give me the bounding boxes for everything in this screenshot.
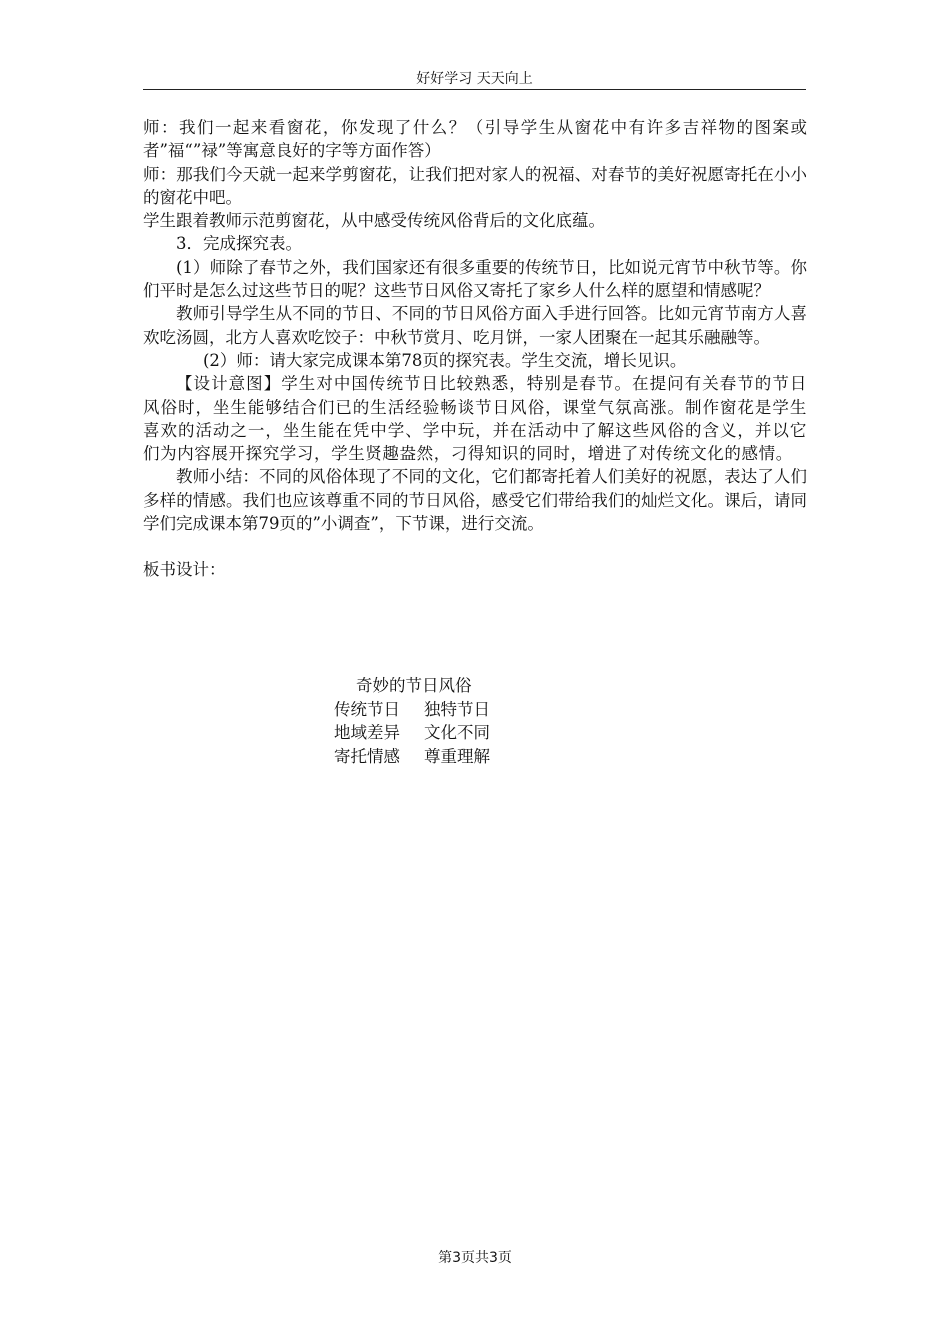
board-row-right: 尊重理解: [424, 746, 490, 766]
section-heading-complete-table: 3．完成探究表。: [176, 234, 302, 254]
paragraph-teacher-summary: 教师小结：不同的风俗体现了不同的文化，它们都寄托着人们美好的祝愿，表达了人们多样的情感。我们也应该尊重不同的节日风俗，感受它们带给我们的灿烂文化。课后，请同学们完成课本第79页的”小调查”，下节课，进行交流。: [143, 467, 807, 534]
board-title: 奇妙的节日风俗: [356, 676, 472, 695]
board-row: [334, 745, 490, 769]
board-row-left: 寄托情感: [334, 746, 400, 766]
paragraph-teacher-window-flower: 师：我们一起来看窗花，你发现了什么？（引导学生从窗花中有许多吉祥物的图案或者”福“”禄”等寓意良好的字等方面作答）: [143, 118, 807, 161]
paragraph-teacher-cut-window: 师：那我们今天就一起来学剪窗花，让我们把对家人的祝福、对春节的美好祝愿寄托在小小的窗花中吧。: [143, 164, 807, 207]
board-design-label: 板书设计：: [143, 560, 226, 580]
paragraph-item-1: (1）师除了春节之外，我们国家还有很多重要的传统节日，比如说元宵节中秋节等。你们平时是怎么过这些节日的呢？这些节日风俗又寄托了家乡人什么样的愿望和情感呢？: [143, 257, 807, 301]
document-body: [143, 116, 807, 582]
paragraph-design-intent: 【设计意图】学生对中国传统节日比较熟悉，特别是春节。在提问有关春节的节日风俗时，坐生能够结合们已的生活经验畅谈节日风俗，课堂气氛高涨。制作窗花是学生喜欢的活动之一，坐生能在凭中学、学中玩，并在活动中了解这些风俗的含义，并以它们为内容展开探究学习，学生贤趣盎然，刁得知识的同时，增进了对传统文化的感情。: [143, 374, 807, 464]
board-row: [334, 698, 490, 722]
paragraph-student-cut: 学生跟着教师示范剪窗花，从中感受传统风俗背后的文化底蕴。: [143, 211, 605, 231]
paragraph-item-2: (2）师：请大家完成课本第78页的探究表。学生交流，增长见识。: [203, 350, 687, 370]
header-divider: [143, 89, 806, 90]
board-design: [334, 674, 490, 768]
board-row-left: 传统节日: [334, 699, 400, 719]
board-row: [334, 721, 490, 745]
board-row-right: 文化不同: [424, 723, 490, 742]
board-row-right: 独特节日: [424, 699, 490, 719]
page-footer: 第3页共3页: [438, 1250, 512, 1266]
blank-line: [143, 535, 807, 558]
paragraph-teacher-guide: 教师引导学生从不同的节日、不同的节日风俗方面入手进行回答。比如元宵节南方人喜欢吃汤圆，北方人喜欢吃饺子：中秋节赏月、吃月饼，一家人团聚在一起其乐融融等。: [143, 304, 807, 347]
board-row-left: 地域差异: [334, 723, 400, 742]
page-header: 好好学习 天天向上: [416, 71, 533, 87]
